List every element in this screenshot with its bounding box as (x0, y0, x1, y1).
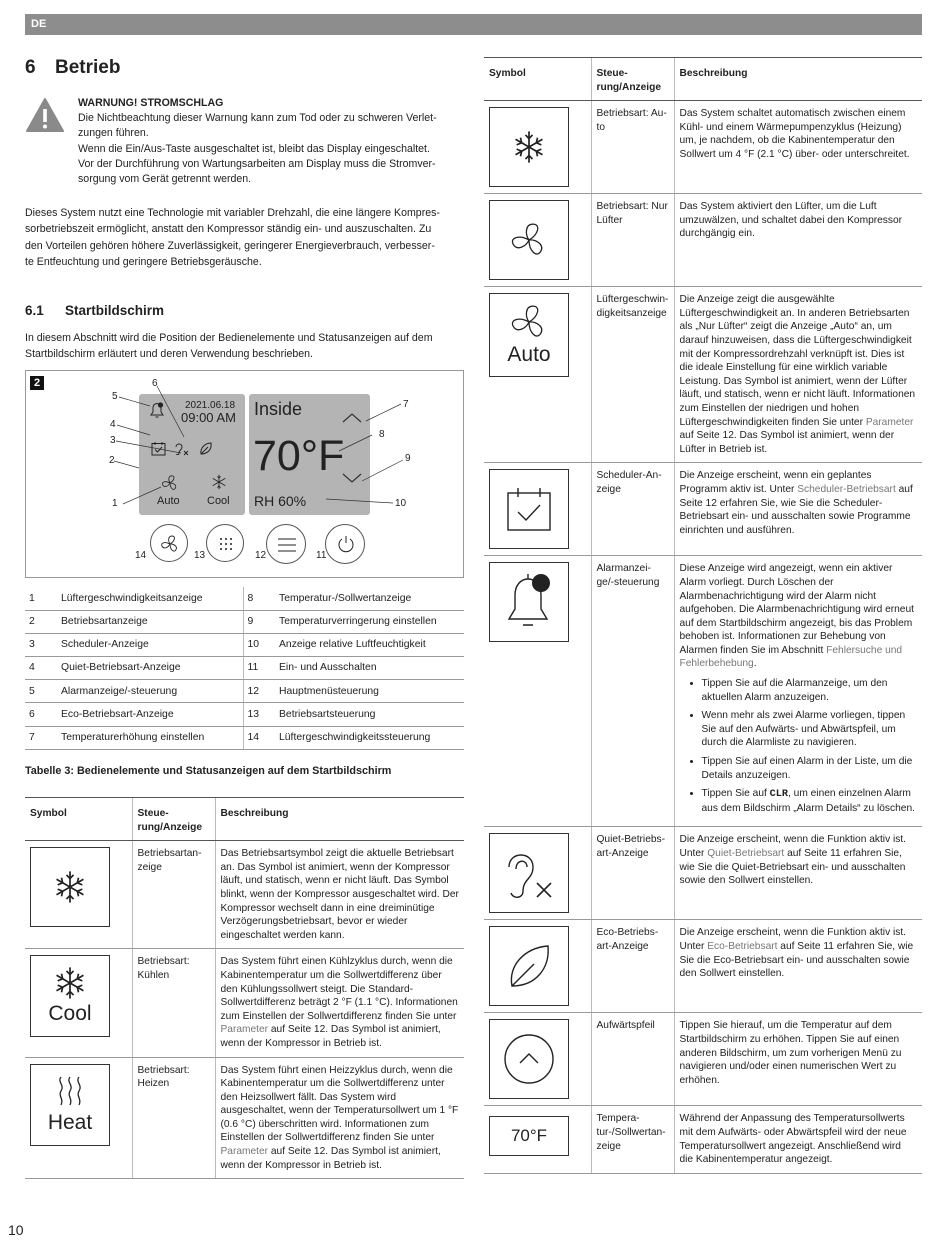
subsection-line: In diesem Abschnitt wird die Position der Bedienelemente und Statusanzeigen auf dem (25, 332, 433, 344)
symbol-label: Heat (47, 1110, 93, 1134)
legend-row (25, 633, 464, 656)
bullet-list (702, 677, 918, 815)
description-main: Tippen Sie hierauf, um die Temperatur auf dem Startbildschirm zu erhöhen. Tippen Sie auf einen anderen Bildschirm, um zum vorherigen Menü zu navigieren und/oder einen numerischen Wert zu erhöhen. (679, 1020, 902, 1086)
legend-number: 3 (25, 633, 57, 656)
legend-number: 9 (243, 610, 275, 633)
table-row (484, 287, 922, 463)
table-row (484, 463, 922, 556)
symbol-cell (25, 949, 132, 1057)
table-row (484, 920, 922, 1013)
symbol-box (489, 562, 569, 642)
date-label: 2021.06.18 (185, 400, 236, 411)
description-main: Das System führt einen Heizzyklus durch, wenn die Kabinentemperatur um die Sollwertdifferenz unter den Heizsollwert fällt. Das System wird ausgeschaltet, wenn der Temperatursollwert um 1 °F (0.6 °C) überschritten wird. Informationen zum Einstellen der Sollwertdifferenz finden Sie unter (220, 1064, 459, 1144)
callout-5: 5 (112, 391, 118, 402)
control-cell: Tempera- tur-/Sollwertan- zeige (591, 1106, 674, 1173)
subsection-paragraph (25, 330, 465, 362)
symbol-table-left (25, 797, 464, 1179)
symbol-cell (484, 1013, 591, 1106)
callout-7: 7 (403, 399, 409, 410)
temperature-display: 70°F (253, 432, 345, 480)
eco-leaf-icon (506, 942, 552, 990)
description-text (680, 469, 918, 537)
symbol-box (489, 107, 569, 187)
control-cell: Alarmanzei- ge/-steuerung (591, 556, 674, 827)
description-cell (215, 841, 464, 949)
clr-code: CLR (769, 789, 788, 801)
description-text (680, 293, 918, 456)
fan-mode-label: Auto (157, 495, 180, 507)
snowflake-icon (512, 130, 546, 164)
description-end: auf Seite 12. Das Symbol ist animiert, wenn der Lüfter in Betrieb ist. (679, 430, 895, 455)
quiet-ear-icon (501, 845, 557, 901)
symbol-cell (484, 556, 591, 827)
section-title-text: Betrieb (55, 57, 121, 78)
description-main: Die Anzeige erscheint, wenn die Funktion aktiv ist. Unter (679, 834, 907, 859)
table-row (484, 194, 922, 287)
snowflake-icon (53, 966, 87, 1000)
calendar-check-icon (505, 485, 553, 533)
description-text (680, 1112, 918, 1166)
symbol-label: Auto (507, 343, 551, 367)
legend-label: Quiet-Betriebsart-Anzeige (57, 657, 243, 680)
legend-number: 13 (243, 703, 275, 726)
description-main: Das System führt einen Kühlzyklus durch, wenn die Kabinentemperatur um die Sollwertdifferenz über den Kühlungssollwert steigt. Die Standard-Sollwertdifferenz beträgt 2 °F (1.1 °C). Informationen zum Einstellen der Sollwertdifferenz finden Sie unter (220, 956, 458, 1022)
intro-paragraph (25, 205, 465, 271)
warning-block (78, 96, 463, 187)
description-text (680, 1019, 918, 1087)
alarm-bell-icon (501, 571, 557, 633)
intro-line: den Vorteilen gehören höhere Zuverlässigkeit, geringerer Energieverbrauch, verbesser- (25, 239, 435, 252)
fan-icon (510, 303, 548, 341)
cross-reference-link[interactable]: Scheduler-Betriebsart (797, 483, 896, 495)
control-cell: Betriebsart: Kühlen (132, 949, 215, 1057)
section-title (25, 56, 120, 80)
description-end: auf Seite 12. Das Symbol ist animiert, wenn der Kompressor in Betrieb ist. (220, 1146, 441, 1171)
symbol-box (30, 955, 110, 1037)
symbol-box (489, 293, 569, 377)
legend-number: 14 (243, 726, 275, 749)
description-main: Während der Anpassung des Temperatursollwerts mit dem Aufwärts- oder Abwärtspfeil wird der neue Temperatursollwert angezeigt. Anschließend wird die Kabinentemperatur angezeigt. (679, 1113, 907, 1166)
symbol-label: 70°F (510, 1126, 548, 1146)
header-control: Steue- rung/Anzeige (591, 58, 674, 101)
header-symbol: Symbol (25, 798, 132, 841)
legend-label: Betriebsartanzeige (57, 610, 243, 633)
callout-2: 2 (109, 455, 115, 466)
description-cell (215, 1057, 464, 1179)
symbol-box (30, 847, 110, 927)
description-text (221, 847, 460, 942)
legend-label: Scheduler-Anzeige (57, 633, 243, 656)
description-cell (674, 920, 922, 1013)
callout-10: 10 (395, 498, 407, 509)
callout-6: 6 (152, 378, 158, 389)
warning-icon (25, 97, 65, 133)
table-row (484, 556, 922, 827)
bullet-item: • Tippen Sie auf einen Alarm in der Liste, um die Details anzuzeigen. (702, 755, 918, 782)
legend-label: Lüftergeschwindigkeitsanzeige (57, 587, 243, 610)
table-row (25, 949, 464, 1057)
table-row (484, 101, 922, 194)
header-symbol: Symbol (484, 58, 591, 101)
symbol-box (30, 1064, 110, 1146)
control-cell: Betriebsartan- zeige (132, 841, 215, 949)
language-bar (25, 14, 922, 35)
symbol-box (489, 833, 569, 913)
system-mode-label: Cool (207, 495, 230, 507)
section-number: 6 (25, 57, 36, 78)
control-cell: Eco-Betriebs- art-Anzeige (591, 920, 674, 1013)
description-main: Die Anzeige zeigt die ausgewählte Lüftergeschwindigkeit an. In anderen Betriebsarten als „Nur Lüfter“ zeigt die Anzeige „Auto“ an, um darauf hinzuweisen, dass die Lüftergeschwindigkeit mit der Kompressordrehzahl verknüpft ist. Dies ist die ideale Einstellung für eine wirklich variable Leistung. Das Symbol ist animiert, wenn der Lüfter läuft, und statisch, wenn er nicht läuft. Informationen zum Einstellen der niedrigen und hohen Lüftergeschwindigkeiten finden Sie unter (679, 294, 916, 428)
description-cell (674, 1106, 922, 1173)
heat-icon (53, 1075, 87, 1109)
header-description: Beschreibung (674, 58, 922, 101)
legend-row (25, 610, 464, 633)
symbol-cell (484, 463, 591, 556)
table-caption: Tabelle 3: Bedienelemente und Statusanzeigen auf dem Startbildschirm (25, 765, 392, 777)
symbol-box (489, 469, 569, 549)
legend-label: Hauptmenüsteuerung (275, 680, 464, 703)
description-text (680, 200, 918, 241)
description-text (221, 955, 460, 1050)
description-cell (674, 556, 922, 827)
symbol-box (489, 1116, 569, 1156)
description-text (221, 1064, 460, 1173)
symbol-label: Cool (48, 1002, 92, 1026)
bullet-item: • Tippen Sie auf die Alarmanzeige, um den aktuellen Alarm anzuzeigen. (702, 677, 918, 704)
cross-reference-link[interactable]: Quiet-Betriebsart (707, 848, 785, 859)
description-cell (674, 827, 922, 920)
control-cell: Betriebsart: Heizen (132, 1057, 215, 1179)
subsection-number: 6.1 (25, 303, 44, 318)
cross-reference-link[interactable]: Fehlersuche und Fehlerbehebung (679, 644, 903, 670)
subsection-title-text: Startbildschirm (65, 303, 165, 318)
legend-table (25, 587, 464, 750)
bullet-item (702, 787, 918, 815)
symbol-cell (484, 827, 591, 920)
fan-icon (510, 221, 548, 259)
callout-12: 12 (255, 550, 267, 561)
legend-number: 1 (25, 587, 57, 610)
description-cell (215, 949, 464, 1057)
symbol-cell (25, 1057, 132, 1179)
legend-label: Temperaturerhöhung einstellen (57, 726, 243, 749)
legend-row (25, 657, 464, 680)
legend-number: 10 (243, 633, 275, 656)
callout-11: 11 (316, 550, 327, 561)
legend-row (25, 587, 464, 610)
description-text (680, 926, 918, 980)
inside-label: Inside (254, 399, 303, 419)
legend-label: Betriebsartsteuerung (275, 703, 464, 726)
description-main: Das System aktiviert den Lüfter, um die Luft umzuwälzen, und schaltet dabei den Kompressor durchgängig ein. (679, 201, 903, 240)
description-cell (674, 101, 922, 194)
control-cell: Quiet-Betriebs- art-Anzeige (591, 827, 674, 920)
callout-13: 13 (194, 550, 206, 561)
bullet-item: • Wenn mehr als zwei Alarme vorliegen, tippen Sie auf den Aufwärts- und Abwärtspfeil, um durch die Alarmliste zu navigieren. (702, 709, 918, 750)
legend-label: Lüftergeschwindigkeitssteuerung (275, 726, 464, 749)
table-row (25, 841, 464, 949)
bullet-text: , um einen einzelnen Alarm aus dem Bildschirm „Alarm Details“ zu löschen. (701, 788, 915, 814)
description-cell (674, 463, 922, 556)
legend-number: 4 (25, 657, 57, 680)
symbol-cell (484, 194, 591, 287)
legend-number: 6 (25, 703, 57, 726)
description-end: . (753, 658, 757, 670)
description-cell (674, 287, 922, 463)
symbol-cell (25, 841, 132, 949)
snowflake-icon (53, 870, 87, 904)
callout-14: 14 (135, 550, 147, 561)
control-cell: Scheduler-An- zeige (591, 463, 674, 556)
subsection-line: Startbildschirm erläutert und deren Verwendung beschrieben. (25, 348, 313, 360)
symbol-cell (484, 1106, 591, 1173)
warning-line: Die Nichtbeachtung dieser Warnung kann zum Tod oder zu schweren Verlet- (78, 112, 437, 125)
warning-line: zungen führen. (78, 127, 149, 140)
table-row (484, 1013, 922, 1106)
description-main: Das System schaltet automatisch zwischen einem Kühl- und einem Wärmepumpenzyklus (Heizung) um, je nachdem, ob die Kabinentemperatur den Sollwert um 4 °F (2.1 °C) über- oder unterschreitet. (679, 108, 910, 160)
description-cell (674, 194, 922, 287)
description-text (680, 833, 918, 887)
legend-label: Temperatur-/Sollwertanzeige (275, 587, 464, 610)
subsection-title (25, 302, 164, 320)
table-row (25, 1057, 464, 1179)
legend-number: 8 (243, 587, 275, 610)
humidity-display: RH 60% (254, 493, 307, 509)
symbol-cell (484, 101, 591, 194)
legend-label: Anzeige relative Luftfeuchtigkeit (275, 633, 464, 656)
language-label: DE (31, 18, 47, 30)
legend-row (25, 726, 464, 749)
description-text (680, 562, 918, 671)
control-cell: Betriebsart: Au- to (591, 101, 674, 194)
symbol-box (489, 200, 569, 280)
cross-reference-link[interactable]: Eco-Betriebsart (707, 941, 778, 952)
description-end: auf Seite 11 erfahren Sie, wie Sie die Quiet-Betriebsart ein- und ausschalten sowie den Sollwert einstellen. (679, 848, 906, 887)
time-label: 09:00 AM (181, 410, 236, 425)
cross-reference-link[interactable]: Parameter (220, 1024, 269, 1036)
description-end: auf Seite 12. Das Symbol ist animiert, wenn der Kompressor in Betrieb ist. (220, 1024, 441, 1049)
callout-4: 4 (110, 419, 116, 430)
description-cell (674, 1013, 922, 1106)
description-main: Die Anzeige erscheint, wenn die Funktion aktiv ist. Unter (679, 927, 907, 952)
control-cell: Aufwärtspfeil (591, 1013, 674, 1106)
callout-3: 3 (110, 435, 116, 446)
warning-title: WARNUNG! STROMSCHLAG (78, 97, 224, 109)
legend-label: Alarmanzeige/-steuerung (57, 680, 243, 703)
legend-number: 11 (243, 657, 275, 680)
description-end: auf Seite 12 erfahren Sie, wie Sie die Scheduler-Betriebsart ein- und ausschalten sowie Programme einrichten und ausführen. (679, 483, 913, 536)
page-number: 10 (8, 1222, 24, 1238)
control-cell: Lüftergeschwin- digkeitsanzeige (591, 287, 674, 463)
bullet-text: Tippen Sie auf (701, 788, 770, 800)
description-main: Diese Anzeige wird angezeigt, wenn ein aktiver Alarm vorliegt. Durch Löschen der Alarmbenachrichtigung wird der Alarm nicht aufgehoben. Die Alarmbenachrichtigung wird erneut auf dem Startbildschirm angezeigt, bis das Problem behoben ist. Informationen zur Behebung von Alarmen finden Sie im Abschnitt (679, 563, 914, 656)
intro-line: te Entfeuchtung und geringere Betriebsgeräusche. (25, 256, 262, 269)
legend-row (25, 703, 464, 726)
symbol-table-right (484, 57, 922, 1174)
symbol-cell (484, 287, 591, 463)
description-main: Das Betriebsartsymbol zeigt die aktuelle Betriebsart an. Das Symbol ist animiert, wenn der Kompressor läuft, und statisch, wenn er nicht läuft. Das Symbol blinkt, wenn der Kompressor ausgeschaltet wird. Der Kompressor wechselt dann in eine dreiminütige Verzögerungsbetriebsart, bevor er wieder eingeschaltet werden kann. (220, 848, 459, 941)
callout-1: 1 (112, 498, 118, 509)
description-main: Die Anzeige erscheint, wenn ein geplantes Programm aktiv ist. Unter (679, 470, 872, 495)
cross-reference-link[interactable]: Parameter (220, 1146, 269, 1158)
callout-9: 9 (405, 453, 411, 464)
legend-label: Temperaturverringerung einstellen (275, 610, 464, 633)
home-screen-figure (25, 370, 464, 578)
callout-8: 8 (379, 429, 385, 440)
legend-label: Eco-Betriebsart-Anzeige (57, 703, 243, 726)
description-end: auf Seite 11 erfahren Sie, wie Sie die Eco-Betriebsart ein- und ausschalten sowie den Sollwert einstellen. (679, 941, 914, 980)
legend-label: Ein- und Ausschalten (275, 657, 464, 680)
intro-line: sorbetriebszeit ermöglicht, anstatt den Kompressor ständig ein- und auszuschalten. Zu (25, 223, 432, 236)
legend-number: 7 (25, 726, 57, 749)
legend-number: 2 (25, 610, 57, 633)
symbol-box (489, 1019, 569, 1099)
symbol-box (489, 926, 569, 1006)
intro-line: Dieses System nutzt eine Technologie mit variabler Drehzahl, die eine längere Kompres- (25, 207, 440, 219)
header-control: Steue- rung/Anzeige (132, 798, 215, 841)
legend-number: 12 (243, 680, 275, 703)
cross-reference-link[interactable]: Parameter (865, 416, 914, 428)
warning-line: sorgung vom Gerät getrennt werden. (78, 173, 252, 186)
legend-row (25, 680, 464, 703)
description-text (680, 107, 918, 161)
figure-badge: 2 (30, 376, 44, 390)
control-cell: Betriebsart: Nur Lüfter (591, 194, 674, 287)
warning-line: Wenn die Ein/Aus-Taste ausgeschaltet ist, bleibt das Display eingeschaltet. (78, 142, 430, 155)
header-description: Beschreibung (215, 798, 464, 841)
callout-lines (26, 371, 463, 577)
symbol-cell (484, 920, 591, 1013)
table-row (484, 1106, 922, 1173)
up-arrow-icon (503, 1033, 555, 1085)
table-row (484, 827, 922, 920)
warning-line: Vor der Durchführung von Wartungsarbeiten am Display muss die Stromver- (78, 157, 436, 170)
legend-number: 5 (25, 680, 57, 703)
